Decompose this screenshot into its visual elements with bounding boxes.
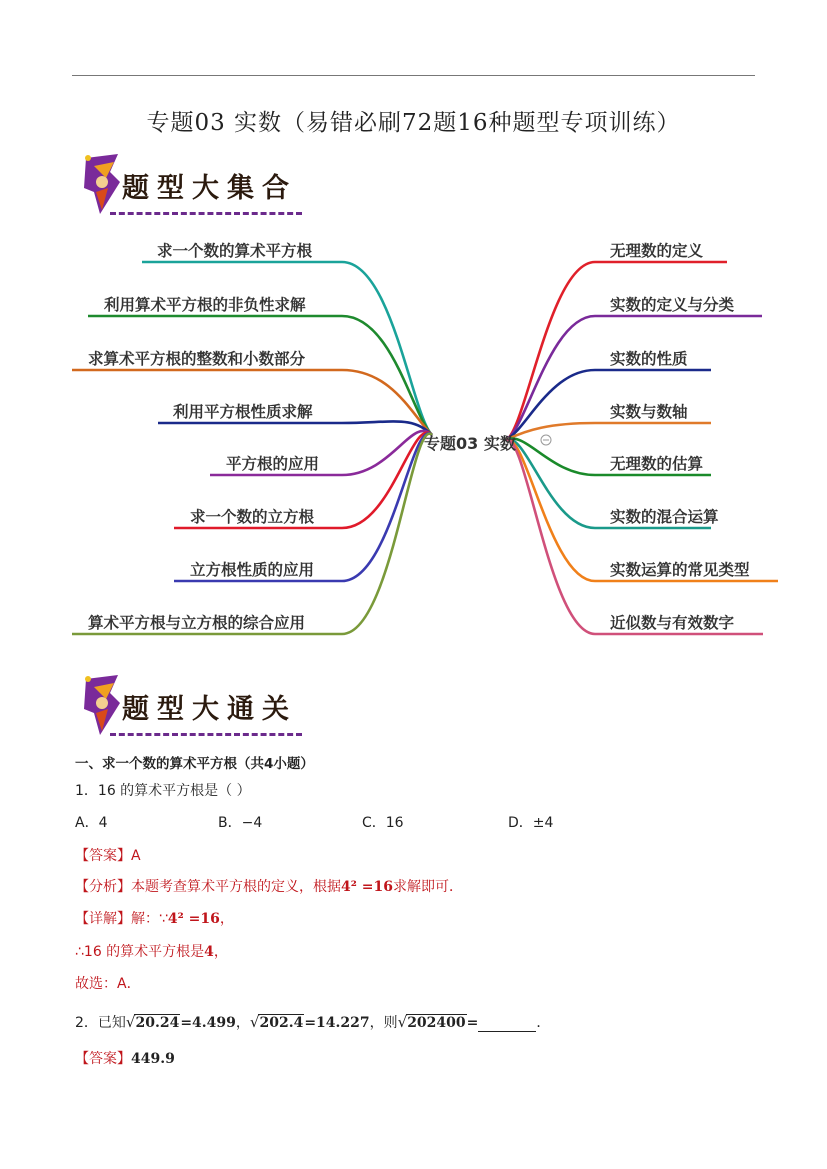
therefore-text-a: ∴16 的算术平方根是 <box>75 944 205 960</box>
radicand-2: 202.4 <box>259 1015 304 1031</box>
page-title: 专题03 实数（易错必刷72题16种题型专项训练） <box>146 110 681 136</box>
mind-map-node-left: 算术平方根与立方根的综合应用 <box>88 614 306 632</box>
analysis-text-a: 本题考查算术平方根的定义，根据 <box>131 879 341 895</box>
answer-blank <box>478 1017 536 1032</box>
analysis-tag: 【分析】 <box>75 879 131 895</box>
q2-sep1: ， <box>235 1015 250 1031</box>
answer-tag: 【答案】 <box>75 848 131 864</box>
detail-text-a: 解：∵ <box>131 911 168 927</box>
therefore-text-b: ， <box>213 944 228 960</box>
option-b: B．−4 <box>218 815 263 831</box>
mind-map-node-right: 无理数的估算 <box>610 455 704 473</box>
radicand-1: 20.24 <box>135 1015 180 1031</box>
detail-text-b: ， <box>219 911 234 927</box>
therefore-1 <box>75 941 228 961</box>
header-rule <box>72 75 755 76</box>
analysis-text-b: 求解即可． <box>392 879 463 895</box>
analysis-1 <box>75 876 463 896</box>
banner-question-types <box>80 152 310 222</box>
mind-map-node-right: 实数的性质 <box>610 350 688 368</box>
banner-question-practice <box>80 673 310 743</box>
banner-title: 题型大通关 <box>122 694 297 725</box>
question-1-stem: 1．16 的算术平方根是（ ） <box>75 783 251 799</box>
detail-tag: 【详解】 <box>75 911 131 927</box>
mind-map-node-right: 实数的混合运算 <box>610 508 719 526</box>
detail-math: 4² =16 <box>167 911 220 927</box>
q2-end: ． <box>536 1015 551 1031</box>
branch-line-right <box>506 423 711 440</box>
mind-map-node-right: 实数运算的常见类型 <box>610 561 750 579</box>
answer-1 <box>75 845 141 865</box>
value-2: =14.227 <box>304 1015 370 1031</box>
answer-value: 449.9 <box>131 1051 175 1067</box>
therefore-math: 4 <box>204 944 214 960</box>
value-1: =4.499 <box>180 1015 236 1031</box>
answer-2 <box>75 1048 175 1068</box>
option-c: C．16 <box>362 815 404 831</box>
mind-map-node-left: 求一个数的算术平方根 <box>157 242 313 260</box>
analysis-math: 4² =16 <box>341 879 393 895</box>
option-a: A．4 <box>75 815 108 831</box>
mind-map-node-right: 实数与数轴 <box>610 403 688 421</box>
wizard-logo-icon <box>80 673 124 739</box>
mind-map-node-left: 立方根性质的应用 <box>190 561 315 579</box>
sqrt-icon: √ <box>397 1013 408 1031</box>
equals: = <box>466 1015 479 1031</box>
collapse-icon[interactable] <box>540 434 552 446</box>
answer-value: A <box>131 848 141 864</box>
mind-map-node-left: 求算术平方根的整数和小数部分 <box>88 350 306 368</box>
mind-map-node-right: 实数的定义与分类 <box>610 296 735 314</box>
mind-map-node-left: 利用平方根性质求解 <box>173 403 313 421</box>
choose-1: 故选：A． <box>75 976 141 992</box>
mind-map-node-left: 利用算术平方根的非负性求解 <box>104 296 306 314</box>
detail-1 <box>75 908 234 928</box>
banner-underline <box>110 212 302 215</box>
wizard-logo-icon <box>80 152 124 218</box>
mind-map-node-left: 平方根的应用 <box>226 455 320 473</box>
mind-map <box>0 230 827 660</box>
mind-map-node-right: 近似数与有效数字 <box>610 614 735 632</box>
mind-map-node-left: 求一个数的立方根 <box>190 508 315 526</box>
radicand-3: 202400 <box>407 1015 466 1031</box>
sqrt-icon: √ <box>249 1013 260 1031</box>
sqrt-icon: √ <box>125 1013 136 1031</box>
banner-underline <box>110 733 302 736</box>
mind-map-node-right: 无理数的定义 <box>610 242 704 260</box>
q2-prefix: 2．已知 <box>75 1015 126 1031</box>
option-d: D．±4 <box>508 815 554 831</box>
mind-map-center: 专题03 实数 <box>424 434 516 453</box>
question-2-stem <box>75 1012 550 1032</box>
banner-title: 题型大集合 <box>122 173 297 204</box>
answer-tag: 【答案】 <box>75 1051 131 1067</box>
section-heading: 一、求一个数的算术平方根（共4小题） <box>75 756 314 772</box>
branch-line-left <box>158 421 432 435</box>
q2-sep2: ，则 <box>369 1015 398 1031</box>
